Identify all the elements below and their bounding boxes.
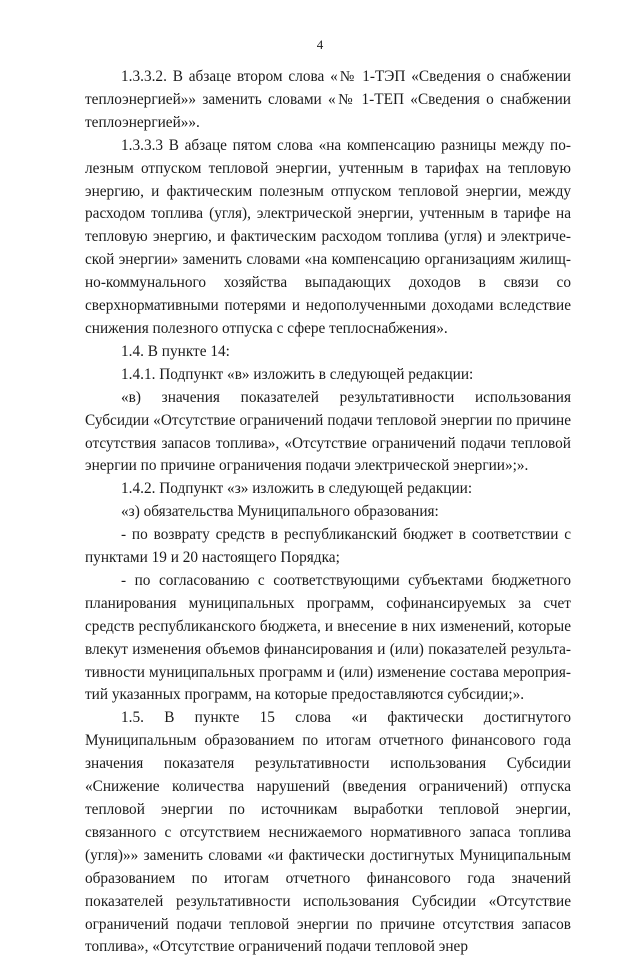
page-number: 4 xyxy=(316,37,324,52)
paragraph-1-4: 1.4. В пункте 14: xyxy=(121,342,230,360)
paragraph-list-item-coordination: - по согласованию с соответствующими субъектами бюджетного планирования муниципальных программ, софинансируемых за счет средств республиканского бюджета, и внесение в них изменений, которые влекут изменения объемов финансирования и (или) показателей результативности муниципальных программ и (или) изменение состава мероприятий указанных программ, на которые предоставляются субсидии;». xyxy=(85,571,571,704)
paragraph-1-3-3-3: 1.3.3.3 В абзаце пятом слова «на компенсацию разницы между полезным отпуском тепловой энергии, учтенным в тарифах на тепловую энергию, и фактическим полезным отпуском тепловой энергии, между расходом топлива (угля), электрической энергии, учтенным в тарифе на тепловую энергию, и фактическим расходом топлива (угля) и электрической энергии» заменить словами «на компенсацию организациям жилищно-коммунального хозяйства выпадающих доходов в связи со сверхнормативными потерями и недополученными доходами вследствие снижения полезного отпуска с сфере теплоснабжения». xyxy=(85,136,571,337)
paragraph-subitem-v: «в) значения показателей результативности использования Субсидии «Отсутствие ограничений подачи тепловой энергии по причине отсутствия запасов топлива», «Отсутствие ограничений подачи тепловой энергии по причине ограничения подачи электрической энергии»;». xyxy=(85,388,571,475)
paragraph-1-3-3-2: 1.3.3.2. В абзаце втором слова «№ 1-ТЭП «Сведения о снабжении теплоэнергией»» заменить словами «№ 1-ТЕП «Сведения о снабжении теплоэнергией»». xyxy=(85,68,571,131)
paragraph-1-4-1: 1.4.1. Подпункт «в» изложить в следующей редакции: xyxy=(121,365,474,383)
paragraph-subitem-z: «з) обязательства Муниципального образования: xyxy=(121,503,439,521)
paragraph-list-item-return-funds: - по возврату средств в республиканский бюджет в соответствии с пунктами 19 и 20 настоящего Порядка; xyxy=(85,526,571,567)
paragraph-1-4-2: 1.4.2. Подпункт «з» изложить в следующей редакции: xyxy=(121,480,473,498)
document-body xyxy=(85,66,571,959)
paragraph-1-5: 1.5. В пункте 15 слова «и фактически достигнутого Муниципальным образованием по итогам отчетного финансового года значения показателя результативности использования Субсидии «Снижение количества нарушений (введения ограничений) отпуска тепловой энергии по источникам выработки тепловой энергии, связанного с отсутствием неснижаемого нормативного запаса топлива (угля)»» заменить словами «и фактически достигнутых Муниципальным образованием по итогам отчетного финансового года значений показателей результативности использования Субсидии «Отсутствие ограничений подачи тепловой энергии по причине отсутствия запасов топлива», «Отсутствие ограничений подачи тепловой энер xyxy=(85,709,571,956)
